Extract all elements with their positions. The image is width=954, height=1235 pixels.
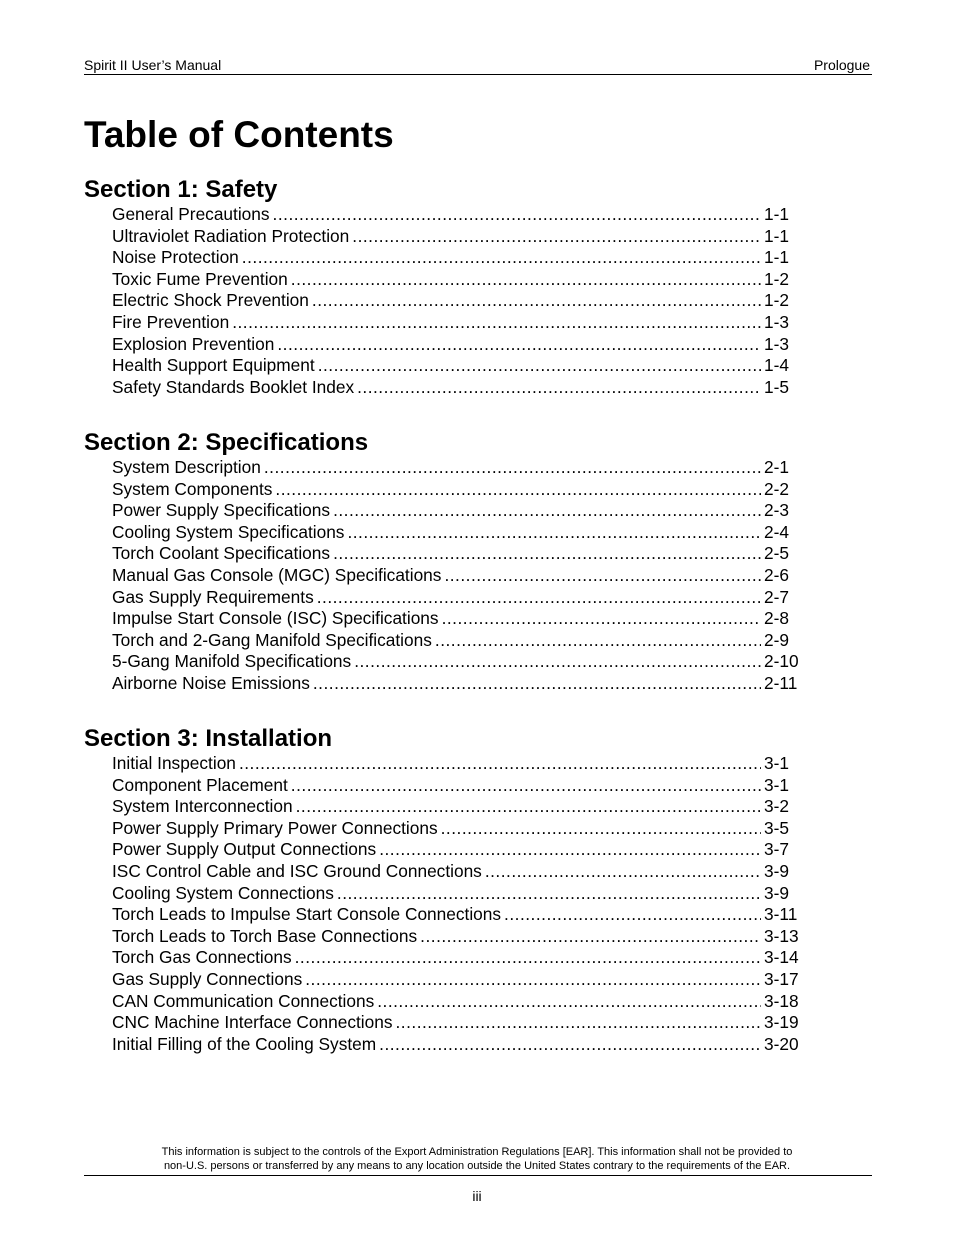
dot-leader [442, 608, 761, 630]
dot-leader [275, 479, 761, 501]
toc-entry-page: 1-3 [764, 333, 789, 354]
toc-entry[interactable] [112, 587, 804, 609]
toc-entry-page: 1-1 [764, 225, 789, 246]
toc-entry[interactable] [112, 312, 804, 334]
toc-entry[interactable] [112, 991, 804, 1013]
dot-leader [333, 500, 761, 522]
toc-entry-title: System Components [112, 478, 273, 499]
toc-entry-page: 1-1 [764, 247, 789, 268]
toc-entry[interactable] [112, 247, 804, 269]
toc-list [84, 753, 804, 1055]
manual-title: Spirit II User’s Manual [84, 57, 222, 73]
toc-entry[interactable] [112, 377, 804, 399]
dot-leader [504, 904, 761, 926]
toc-entry-title: Component Placement [112, 774, 288, 795]
dot-leader [312, 290, 761, 312]
toc-entry[interactable] [112, 334, 804, 356]
toc-entry[interactable] [112, 775, 804, 797]
toc-entry-title: Gas Supply Requirements [112, 586, 314, 607]
toc-entry-page: 2-2 [764, 478, 789, 499]
toc-entry-title: Safety Standards Booklet Index [112, 376, 355, 397]
toc-entry-page: 2-8 [764, 608, 789, 629]
dot-leader [242, 247, 761, 269]
toc-section-1 [84, 176, 804, 398]
dot-leader [377, 991, 761, 1013]
dot-leader [333, 543, 761, 565]
toc-entry-title: Ultraviolet Radiation Protection [112, 225, 350, 246]
dot-leader [435, 630, 761, 652]
toc-entry[interactable] [112, 608, 804, 630]
toc-entry-page: 3-17 [764, 968, 799, 989]
toc-entry-title: Power Supply Output Connections [112, 839, 377, 860]
dot-leader [264, 457, 761, 479]
toc-list [84, 204, 804, 398]
toc-entry-page: 3-9 [764, 860, 789, 881]
toc-entry-title: Electric Shock Prevention [112, 290, 309, 311]
toc-entry[interactable] [112, 753, 804, 775]
toc-entry-title: Torch Leads to Torch Base Connections [112, 925, 418, 946]
toc-entry[interactable] [112, 839, 804, 861]
toc-entry[interactable] [112, 796, 804, 818]
toc-entry[interactable] [112, 926, 804, 948]
section-heading: Section 2: Specifications [84, 429, 369, 456]
toc-entry-title: Power Supply Primary Power Connections [112, 817, 438, 838]
toc-entry-page: 2-6 [764, 564, 789, 585]
section-heading: Section 3: Installation [84, 725, 333, 752]
page-header [84, 56, 872, 75]
dot-leader [273, 204, 761, 226]
toc-entry-page: 3-5 [764, 817, 789, 838]
toc-entry-title: General Precautions [112, 204, 270, 224]
toc-entry-page: 3-20 [764, 1033, 799, 1054]
toc-entry[interactable] [112, 630, 804, 652]
toc-entry[interactable] [112, 355, 804, 377]
toc-entry[interactable] [112, 947, 804, 969]
toc-entry-page: 2-10 [764, 651, 799, 672]
dot-leader [313, 673, 761, 695]
toc-entry-page: 1-2 [764, 290, 789, 311]
toc-entry-page: 1-2 [764, 268, 789, 289]
toc-entry[interactable] [112, 883, 804, 905]
toc-entry[interactable] [112, 290, 804, 312]
toc-entry[interactable] [112, 226, 804, 248]
toc-entry[interactable] [112, 673, 804, 695]
toc-entry-title: Torch and 2-Gang Manifold Specifications [112, 629, 432, 650]
export-control-notice [84, 1145, 870, 1173]
toc-entry-page: 3-13 [764, 925, 799, 946]
toc-entry-title: System Interconnection [112, 796, 293, 817]
toc-entry-page: 2-1 [764, 457, 789, 477]
toc-entry-title: Toxic Fume Prevention [112, 268, 288, 289]
dot-leader [277, 334, 761, 356]
toc-entry-page: 3-9 [764, 882, 789, 903]
dot-leader [357, 377, 761, 399]
toc-entry-title: Initial Inspection [112, 753, 236, 773]
toc-entry[interactable] [112, 522, 804, 544]
toc-entry[interactable] [112, 479, 804, 501]
toc-entry-page: 2-11 [764, 672, 798, 693]
dot-leader [318, 355, 761, 377]
toc-entry-title: System Description [112, 457, 261, 477]
toc-entry-title: Impulse Start Console (ISC) Specifications [112, 608, 439, 629]
dot-leader [239, 753, 761, 775]
toc-entry-page: 2-5 [764, 543, 789, 564]
toc-entry-page: 1-1 [764, 204, 789, 224]
toc-entry-title: Torch Leads to Impulse Start Console Connections [112, 904, 502, 925]
toc-entry-title: Torch Coolant Specifications [112, 543, 331, 564]
toc-entry[interactable] [112, 269, 804, 291]
dot-leader [379, 1034, 761, 1056]
toc-entry-title: Gas Supply Connections [112, 968, 303, 989]
dot-leader [291, 775, 761, 797]
toc-entry-page: 2-9 [764, 629, 789, 650]
toc-entry-title: CNC Machine Interface Connections [112, 1012, 393, 1033]
toc-entry[interactable] [112, 1012, 804, 1034]
toc-entry-page: 3-11 [764, 904, 798, 925]
page-title: Table of Contents [84, 114, 394, 155]
toc-entry[interactable] [112, 543, 804, 565]
toc-section-3 [84, 725, 804, 1055]
toc-entry-page: 3-1 [764, 774, 789, 795]
toc-entry[interactable] [112, 904, 804, 926]
toc-section-2 [84, 429, 804, 695]
toc-entry-title: Fire Prevention [112, 311, 230, 332]
notice-line: non-U.S. persons or transferred by any means to any location outside the United States contrary to the requirements of the EAR. [163, 1160, 791, 1172]
toc-list [84, 457, 804, 695]
notice-line: This information is subject to the controls of the Export Administration Regulations [EAR]. This information shall not be provided to [161, 1146, 793, 1158]
dot-leader [295, 947, 761, 969]
dot-leader [352, 226, 761, 248]
dot-leader [420, 926, 761, 948]
toc-entry[interactable] [112, 818, 804, 840]
toc-entry-title: Explosion Prevention [112, 333, 275, 354]
dot-leader [485, 861, 761, 883]
toc-entry[interactable] [112, 651, 804, 673]
toc-entry-page: 1-5 [764, 376, 789, 397]
toc-entry-page: 3-2 [764, 796, 789, 817]
toc-entry-page: 3-19 [764, 1012, 799, 1033]
toc-entry-title: CAN Communication Connections [112, 990, 375, 1011]
toc-entry-title: Manual Gas Console (MGC) Specifications [112, 564, 442, 585]
toc-entry-page: 2-7 [764, 586, 789, 607]
toc-entry[interactable] [112, 969, 804, 991]
toc-entry[interactable] [112, 204, 804, 226]
toc-entry[interactable] [112, 861, 804, 883]
toc-entry-title: ISC Control Cable and ISC Ground Connections [112, 860, 482, 881]
toc-entry[interactable] [112, 457, 804, 479]
dot-leader [291, 269, 761, 291]
toc-entry-title: Power Supply Specifications [112, 500, 331, 521]
toc-entry-page: 3-7 [764, 839, 789, 860]
toc-entry-title: Initial Filling of the Cooling System [112, 1033, 377, 1054]
chapter-name: Prologue [813, 57, 870, 73]
dot-leader [444, 565, 761, 587]
toc-entry-page: 3-18 [764, 990, 799, 1011]
toc-entry-title: Cooling System Connections [112, 882, 334, 903]
dot-leader [347, 522, 761, 544]
dot-leader [395, 1012, 761, 1034]
toc-entry-page: 1-4 [764, 355, 789, 376]
section-heading: Section 1: Safety [84, 176, 278, 203]
toc-entry-page: 1-3 [764, 311, 789, 332]
toc-entry-page: 3-14 [764, 947, 799, 968]
toc-entry-title: 5-Gang Manifold Specifications [112, 651, 352, 672]
toc-entry[interactable] [112, 565, 804, 587]
dot-leader [305, 969, 761, 991]
toc-entry-page: 2-4 [764, 521, 789, 542]
dot-leader [232, 312, 761, 334]
toc-entry[interactable] [112, 500, 804, 522]
dot-leader [441, 818, 761, 840]
dot-leader [317, 587, 761, 609]
toc-entry-title: Noise Protection [112, 247, 239, 268]
dot-leader [337, 883, 761, 905]
toc-entry-title: Airborne Noise Emissions [112, 672, 310, 693]
dot-leader [296, 796, 761, 818]
toc-entry-title: Health Support Equipment [112, 355, 315, 376]
toc-entry-title: Cooling System Specifications [112, 521, 345, 542]
dot-leader [379, 839, 761, 861]
page-number: iii [472, 1188, 482, 1204]
footer-divider [84, 1175, 872, 1176]
toc-entry-page: 3-1 [764, 753, 789, 773]
toc-entry-title: Torch Gas Connections [112, 947, 292, 968]
dot-leader [354, 651, 761, 673]
toc-entry[interactable] [112, 1034, 804, 1056]
toc-entry-page: 2-3 [764, 500, 789, 521]
